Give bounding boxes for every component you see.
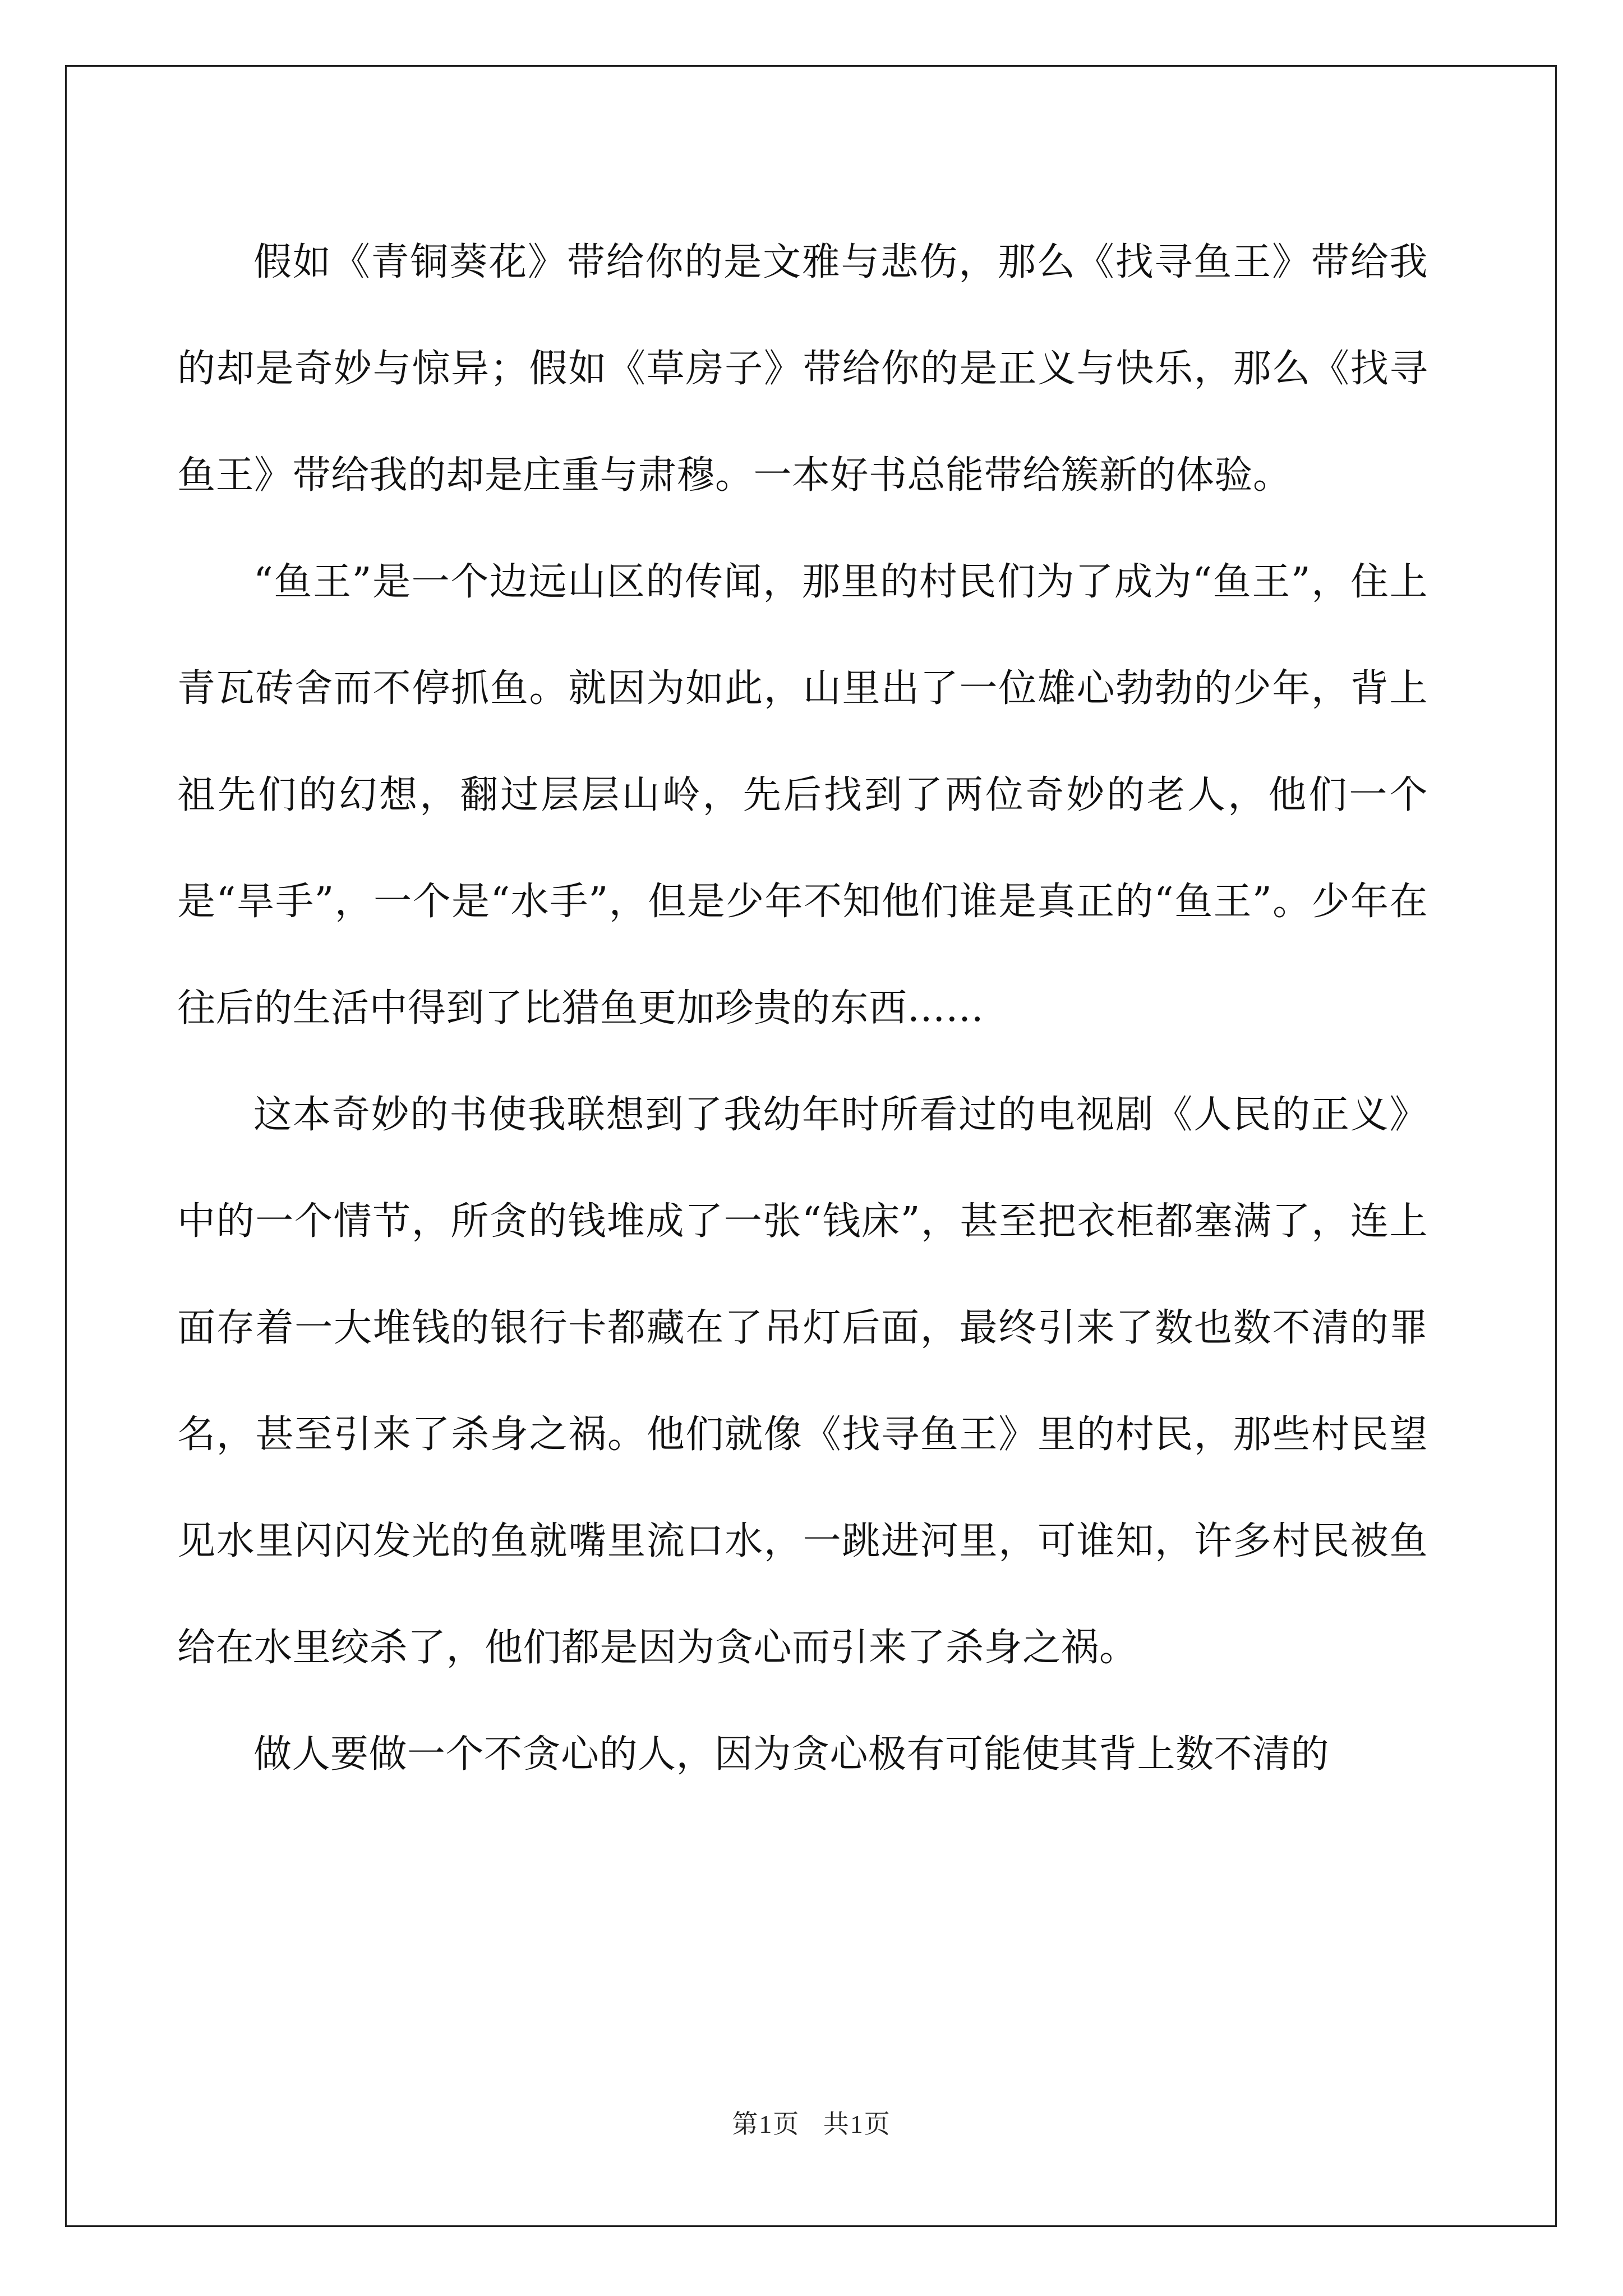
page-footer [0, 2104, 1623, 2141]
paragraph-3: 这本奇妙的书使我联想到了我幼年时所看过的电视剧《人民的正义》中的一个情节，所贪的钱堆成了一张“钱床”，甚至把衣柜都塞满了，连上面存着一大堆钱的银行卡都藏在了吊灯后面，最终引来了数也数不清的罪名，甚至引来了杀身之祸。他们就像《找寻鱼王》里的村民，那些村民望见水里闪闪发光的鱼就嘴里流口水，一跳进河里，可谁知，许多村民被鱼给在水里绞杀了，他们都是因为贪心而引来了杀身之祸。 [177, 1093, 1428, 1670]
page-total: 共1页 [823, 2110, 891, 2138]
document-body [177, 209, 1428, 1808]
paragraph-1: 假如《青铜葵花》带给你的是文雅与悲伤，那么《找寻鱼王》带给我的却是奇妙与惊异；假如《草房子》带给你的是正义与快乐，那么《找寻鱼王》带给我的却是庄重与肃穆。一本好书总能带给簇新的体验。 [177, 240, 1428, 498]
paragraph-4: 做人要做一个不贪心的人，因为贪心极有可能使其背上数不清的 [253, 1732, 1330, 1777]
page-number: 第1页 [732, 2110, 800, 2138]
paragraph-2: “鱼王”是一个边远山区的传闻，那里的村民们为了成为“鱼王”，住上青瓦砖舍而不停抓鱼。就因为如此，山里出了一位雄心勃勃的少年，背上祖先们的幻想，翻过层层山岭，先后找到了两位奇妙的老人，他们一个是“旱手”，一个是“水手”，但是少年不知他们谁是真正的“鱼王”。少年在往后的生活中得到了比猎鱼更加珍贵的东西…… [177, 560, 1428, 1030]
